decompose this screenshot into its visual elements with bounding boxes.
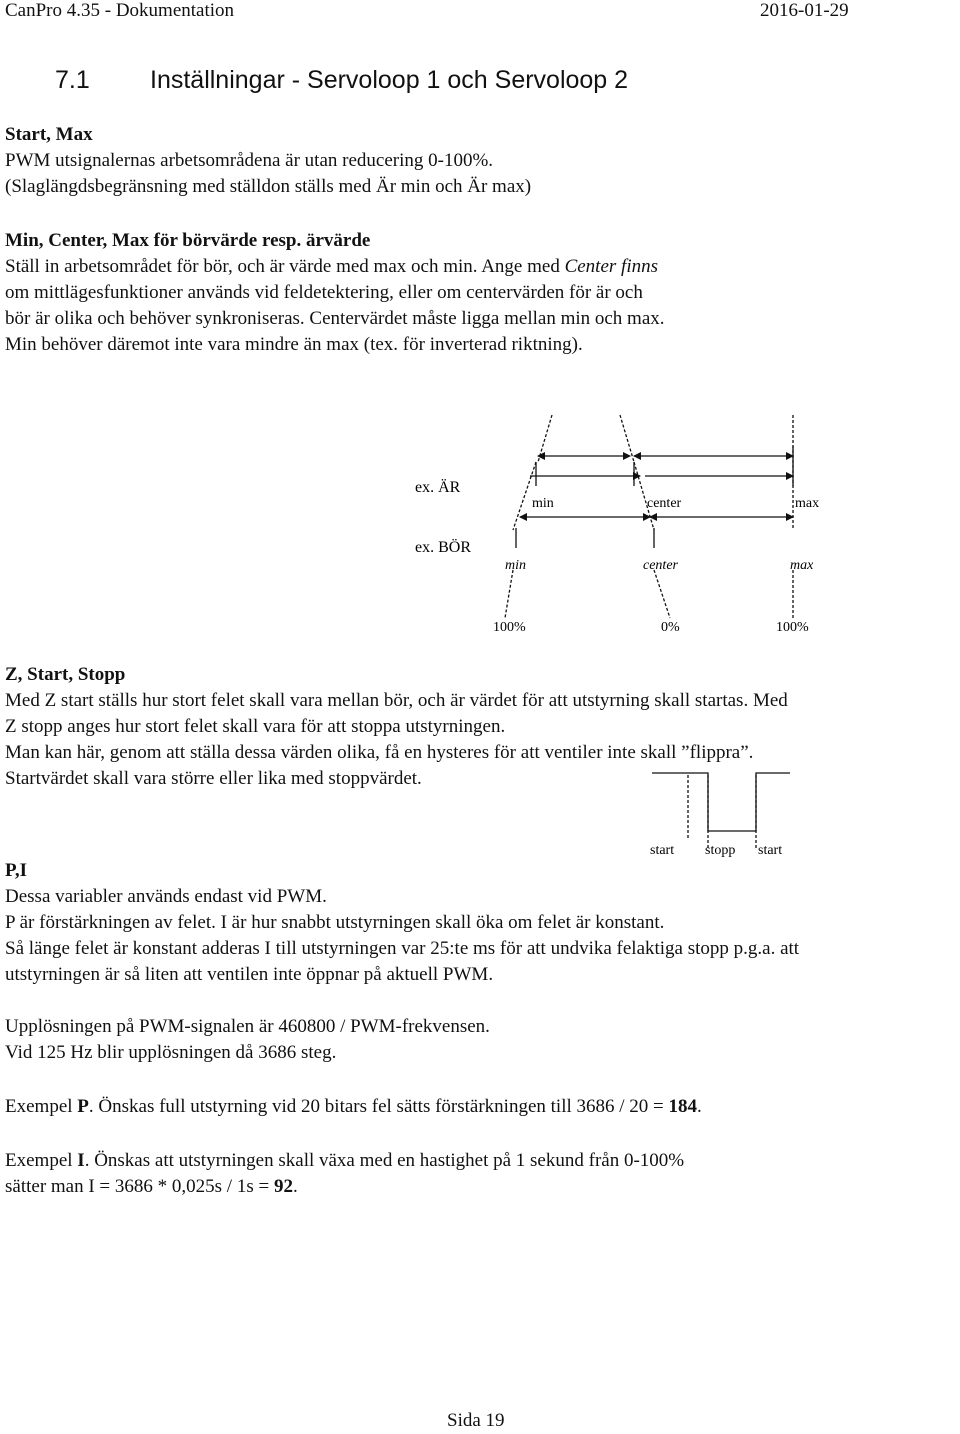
center-finns-italic: Center finns <box>564 256 658 277</box>
bor-center-label: center <box>643 558 678 573</box>
resolution-line-1: Upplösningen på PWM-signalen är 460800 / PWM-frekvensen. <box>5 1016 490 1037</box>
hysteresis-waveform <box>652 773 790 831</box>
min-center-max-line-3: bör är olika och behöver synkroniseras. Centervärdet måste ligga mellan min och max. <box>5 308 665 329</box>
z-line-4: Startvärdet skall vara större eller lika med stoppvärdet. <box>5 768 422 789</box>
pi-line-3: Så länge felet är konstant adderas I till utstyrningen var 25:te ms för att undvika felaktiga stopp p.g.a. att <box>5 938 800 959</box>
bor-min-label: min <box>505 558 526 573</box>
min-center-max-line-2: om mittlägesfunktioner används vid feldetektering, eller om centervärden för är och <box>5 282 643 303</box>
min-center-max-heading: Min, Center, Max för börvärde resp. ärvärde <box>5 230 371 251</box>
start-label-2: start <box>758 843 783 858</box>
ar-center-label: center <box>647 496 682 511</box>
z-line-2: Z stopp anges hur stort felet skall vara för att stoppa utstyrningen. <box>5 716 506 737</box>
dash-line-top-left <box>538 415 552 462</box>
start-label-1: start <box>650 843 675 858</box>
example-p-pre: Exempel <box>5 1096 78 1117</box>
z-start-stopp-heading: Z, Start, Stopp <box>5 664 126 685</box>
pct-left-label: 100% <box>493 620 526 635</box>
stopp-label: stopp <box>705 843 736 858</box>
example-i-text: . Önskas att utstyrningen skall växa med en hastighet på 1 sekund från 0-100% <box>84 1150 685 1171</box>
hysteresis-diagram <box>0 770 960 865</box>
example-p-result: 184 <box>668 1096 697 1117</box>
example-i-line-1 <box>5 1148 684 1174</box>
pi-line-1: Dessa variabler används endast vid PWM. <box>5 886 327 907</box>
min-center-max-line-4: Min behöver däremot inte vara mindre än max (tex. för inverterad riktning). <box>5 334 583 355</box>
bor-max-label: max <box>790 558 814 573</box>
example-p-letter: P <box>77 1096 89 1117</box>
page-number: Sida 19 <box>447 1410 505 1431</box>
range-diagram <box>0 400 960 650</box>
example-p <box>5 1094 702 1120</box>
start-max-line-1: PWM utsignalernas arbetsområdena är utan reducering 0-100%. <box>5 150 494 171</box>
dash-line-bottom-left <box>505 570 513 618</box>
example-i-letter: I <box>77 1150 85 1171</box>
bor-label: ex. BÖR <box>415 539 471 556</box>
min-center-max-line-1 <box>5 254 658 280</box>
pct-right-label: 100% <box>776 620 809 635</box>
section-number: 7.1 <box>55 66 90 94</box>
example-i-line-2 <box>5 1174 298 1200</box>
ar-max-label: max <box>795 496 820 511</box>
pct-mid-label: 0% <box>661 620 680 635</box>
dash-line-bottom-center <box>654 570 670 618</box>
example-i-pre: Exempel <box>5 1150 78 1171</box>
example-i-result: 92 <box>273 1176 293 1197</box>
section-title: Inställningar - Servoloop 1 och Servoloop 2 <box>150 66 629 94</box>
start-max-line-2: (Slaglängdsbegränsning med ställdon ställs med Är min och Är max) <box>5 176 532 197</box>
example-p-text: . Önskas full utstyrning vid 20 bitars fel sätts förstärkningen till 3686 / 20 = <box>88 1096 669 1117</box>
dash-line-top-center <box>620 415 634 462</box>
ar-label: ex. ÄR <box>415 479 461 496</box>
z-line-1: Med Z start ställs hur stort felet skall vara mellan bör, och är värdet för att utstyrning skall startas. Med <box>5 690 788 711</box>
example-i-post: . <box>292 1176 298 1197</box>
start-max-heading: Start, Max <box>5 124 93 145</box>
example-p-post: . <box>697 1096 702 1117</box>
pi-line-4: utstyrningen är så liten att ventilen inte öppnar på aktuell PWM. <box>5 964 494 985</box>
example-i-line2-text: sätter man I = 3686 * 0,025s / 1s = <box>5 1176 274 1197</box>
pi-line-2: P är förstärkningen av felet. I är hur snabbt utstyrningen skall öka om felet är konstant. <box>5 912 665 933</box>
header-date: 2016-01-29 <box>760 0 849 21</box>
line-text: Ställ in arbetsområdet för bör, och är värde med max och min. Ange med <box>5 256 565 277</box>
header-document-title: CanPro 4.35 - Dokumentation <box>5 0 235 21</box>
pi-heading: P,I <box>5 860 28 881</box>
resolution-line-2: Vid 125 Hz blir upplösningen då 3686 steg. <box>5 1042 337 1063</box>
z-line-3: Man kan här, genom att ställa dessa värden olika, få en hysteres för att ventiler inte skall ”flippra”. <box>5 742 754 763</box>
ar-min-label: min <box>532 496 554 511</box>
